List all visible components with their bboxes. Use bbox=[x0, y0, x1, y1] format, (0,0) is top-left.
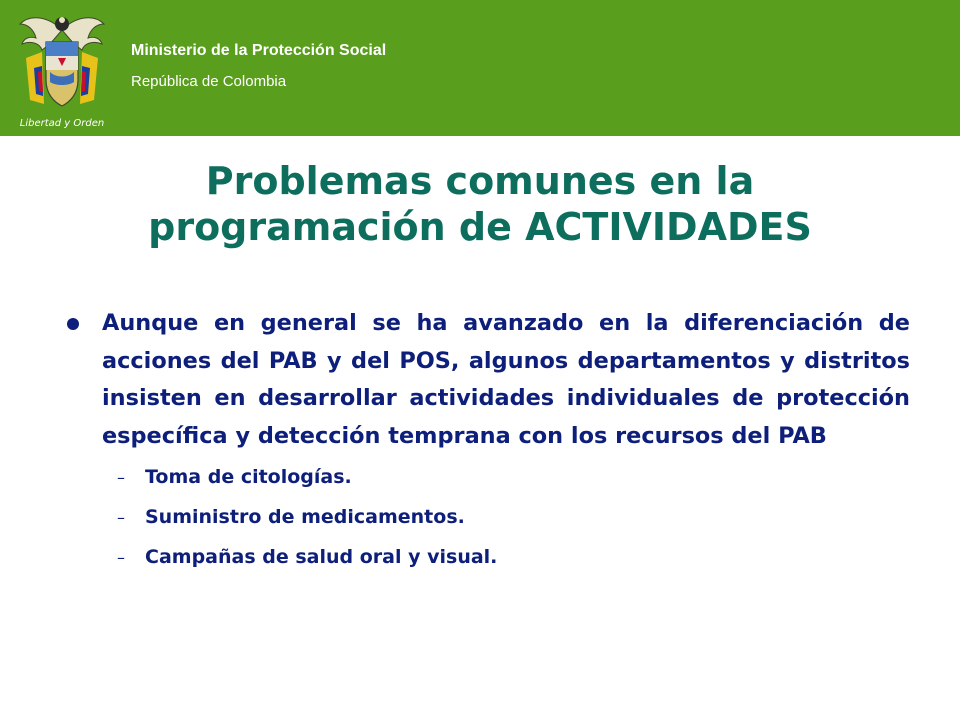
dash-icon: – bbox=[117, 468, 125, 487]
sub-item-text: Campañas de salud oral y visual. bbox=[145, 546, 498, 568]
sub-list bbox=[60, 465, 910, 570]
republic-name: República de Colombia bbox=[131, 73, 287, 90]
header-bar bbox=[0, 0, 960, 136]
ministry-name: Ministerio de la Protección Social bbox=[131, 42, 387, 59]
bullet-item bbox=[60, 305, 910, 455]
svg-text:Libertad y Orden: Libertad y Orden bbox=[19, 118, 105, 129]
sub-item bbox=[60, 505, 910, 530]
sub-item-text: Toma de citologías. bbox=[145, 466, 352, 488]
sub-item-text: Suministro de medicamentos. bbox=[145, 506, 465, 528]
title-line-2: programación de ACTIVIDADES bbox=[148, 205, 812, 249]
title-line-1: Problemas comunes en la bbox=[205, 159, 755, 203]
sub-item bbox=[60, 545, 910, 570]
slide-title bbox=[40, 158, 920, 250]
slide-body bbox=[60, 305, 910, 585]
dash-icon: – bbox=[117, 548, 125, 567]
bullet-dot-icon bbox=[67, 318, 79, 330]
dash-icon: – bbox=[117, 508, 125, 527]
bullet-text: Aunque en general se ha avanzado en la diferenciación de acciones del PAB y del POS, algunos departamentos y distritos insisten en desarrollar actividades individuales de protección específica y detección temprana con los recursos del PAB bbox=[102, 310, 910, 449]
sub-item bbox=[60, 465, 910, 490]
coat-of-arms-logo bbox=[12, 8, 112, 132]
